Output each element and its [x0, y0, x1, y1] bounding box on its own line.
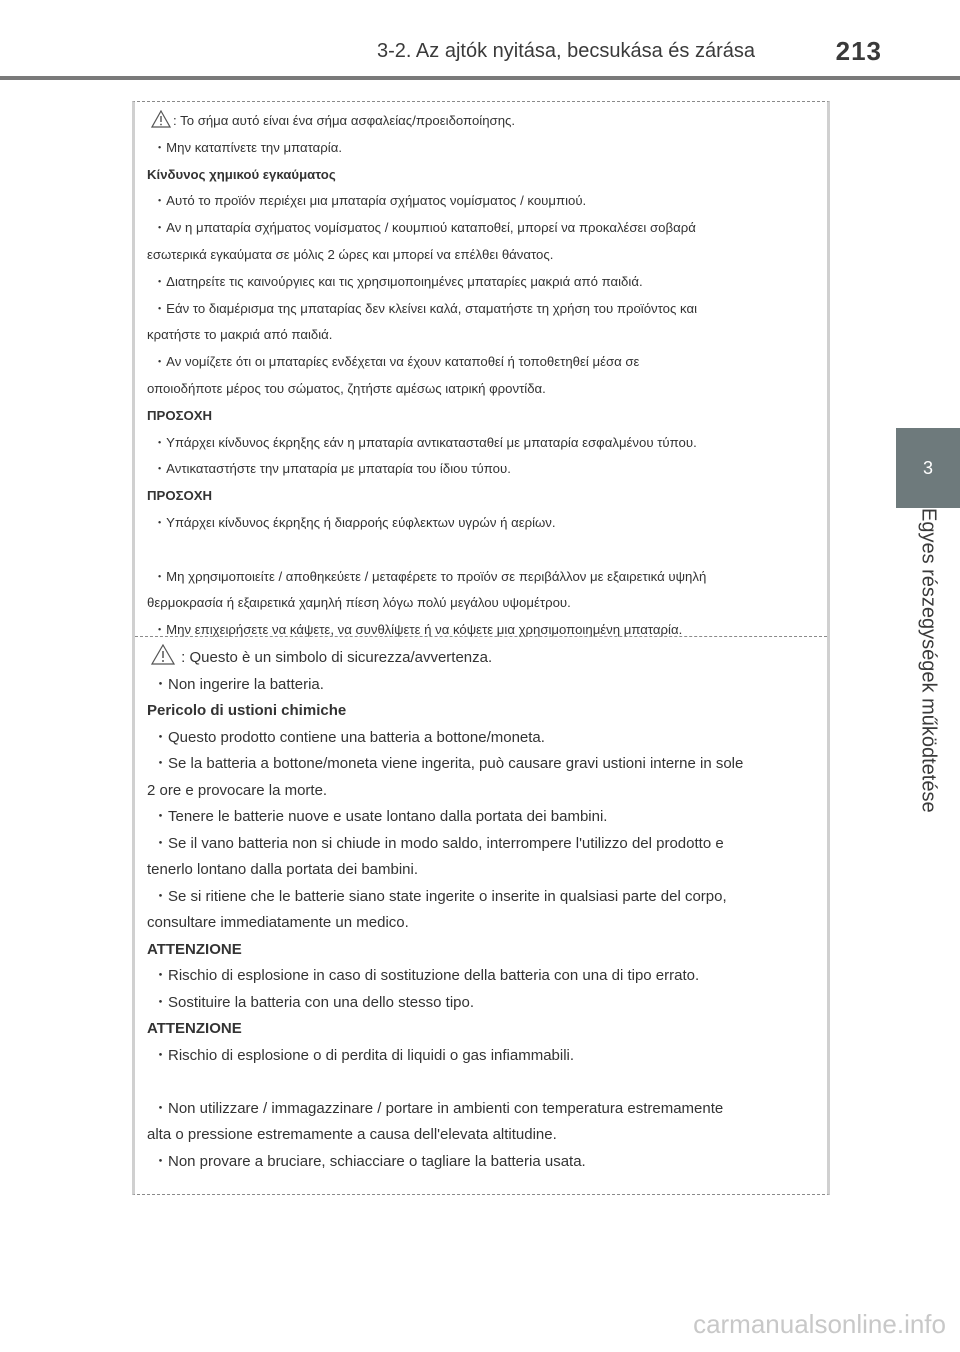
- greek-text-line: ・Υπάρχει κίνδυνος έκρηξης ή διαρροής εύφλεκτων υγρών ή αερίων.: [153, 514, 556, 530]
- warning-triangle-icon: [151, 644, 175, 665]
- greek-text-line: ・Αυτό το προϊόν περιέχει μια μπαταρία σχήματος νομίσματος / κουμπιού.: [153, 193, 587, 209]
- italian-text-line: ・Sostituire la batteria con una dello stesso tipo.: [153, 993, 475, 1011]
- italian-heading: Pericolo di ustioni chimiche: [147, 702, 347, 719]
- section-divider: [135, 636, 827, 637]
- greek-text-line: ・Μην καταπίνετε την μπαταρία.: [153, 139, 343, 155]
- greek-text-line: κρατήστε το μακριά από παιδιά.: [147, 327, 333, 343]
- greek-text-line: ・Εάν το διαμέρισμα της μπαταρίας δεν κλείνει καλά, σταματήστε τη χρήση του προϊόντος και: [153, 300, 698, 316]
- greek-text-line: ・Μην επιχειρήσετε να κάψετε, να συνθλίψετε ή να κόψετε μια χρησιμοποιημένη μπαταρία.: [153, 622, 683, 638]
- greek-text-line: οποιοδήποτε μέρος του σώματος, ζητήστε αμέσως ιατρική φροντίδα.: [147, 380, 546, 396]
- italian-symbol-text: : Questo è un simbolo di sicurezza/avvertenza.: [177, 649, 493, 666]
- italian-text-line: ・Rischio di esplosione in caso di sostituzione della batteria con una di tipo errato.: [153, 967, 700, 984]
- greek-text-line: ・Υπάρχει κίνδυνος έκρηξης εάν η μπαταρία αντικατασταθεί με μπαταρία εσφαλμένου τύπου.: [153, 434, 697, 450]
- greek-text-line: εσωτερικά εγκαύματα σε μόλις 2 ώρες και μπορεί να επέλθει θάνατος.: [147, 246, 554, 262]
- greek-warning-section: [147, 108, 821, 644]
- italian-text-line: ・Se la batteria a bottone/moneta viene ingerita, può causare gravi ustioni interne in sole: [153, 755, 744, 772]
- italian-text-line: ・Non utilizzare / immagazzinare / portare in ambienti con temperatura estremamente: [153, 1099, 724, 1117]
- italian-heading: ATTENZIONE: [147, 1020, 242, 1037]
- watermark: carmanualsonline.info: [693, 1309, 946, 1339]
- italian-text-line: ・Se si ritiene che le batterie siano state ingerite o inserite in qualsiasi parte del corpo,: [153, 887, 727, 905]
- italian-text-line: tenerlo lontano dalla portata dei bambini.: [147, 861, 419, 878]
- chapter-title: 3-2. Az ajtók nyitása, becsukása és zárása: [377, 40, 755, 62]
- greek-text-line: ・Αν η μπαταρία σχήματος νομίσματος / κουμπιού καταποθεί, μπορεί να προκαλέσει σοβαρά: [153, 220, 696, 236]
- greek-heading: ΠΡΟΣΟΧΗ: [147, 407, 213, 423]
- greek-text-line: ・Αντικαταστήστε την μπαταρία με μπαταρία του ίδιου τύπου.: [153, 461, 511, 477]
- italian-text-line: ・Tenere le batterie nuove e usate lontano dalla portata dei bambini.: [153, 808, 608, 825]
- italian-text-line: ・Non provare a bruciare, schiacciare o tagliare la batteria usata.: [153, 1152, 586, 1170]
- italian-text-line: ・Non ingerire la batteria.: [153, 675, 324, 693]
- italian-warning-section: [147, 644, 821, 1175]
- greek-text-line: ・Αν νομίζετε ότι οι μπαταρίες ενδέχεται να έχουν καταποθεί ή τοποθετηθεί μέσα σε: [153, 354, 640, 370]
- italian-text-line: ・Rischio di esplosione o di perdita di liquidi o gas infiammabili.: [153, 1046, 575, 1064]
- header-rule: [0, 76, 960, 80]
- italian-text-line: consultare immediatamente un medico.: [147, 914, 409, 931]
- greek-symbol-text: : Το σήμα αυτό είναι ένα σήμα ασφαλείας/προειδοποίησης.: [173, 113, 516, 128]
- italian-text-line: alta o pressione estremamente a causa dell'elevata altitudine.: [147, 1126, 557, 1143]
- page-number: 213: [835, 36, 882, 66]
- warning-triangle-icon: [151, 110, 171, 128]
- chapter-tab-label: [896, 508, 960, 848]
- greek-text-line: ・Διατηρείτε τις καινούργιες και τις χρησιμοποιημένες μπαταρίες μακριά από παιδιά.: [153, 273, 643, 289]
- greek-heading: ΠΡΟΣΟΧΗ: [147, 488, 213, 504]
- greek-text-line: ・Μη χρησιμοποιείτε / αποθηκεύετε / μεταφέρετε το προϊόν σε περιβάλλον με εξαιρετικά υψηλή: [153, 568, 707, 584]
- warning-box: [132, 101, 830, 1195]
- greek-symbol-line: [147, 108, 821, 135]
- spacer: [147, 1069, 821, 1096]
- italian-text-line: ・Questo prodotto contiene una batteria a bottone/moneta.: [153, 728, 545, 746]
- greek-heading: Κίνδυνος χημικού εγκαύματος: [147, 166, 336, 182]
- italian-text-line: 2 ore e provocare la morte.: [147, 781, 328, 799]
- italian-heading: ATTENZIONE: [147, 940, 242, 958]
- spacer: [147, 537, 821, 564]
- chapter-tab-label-text: Egyes részegységek működtetése: [917, 508, 940, 813]
- greek-text-line: θερμοκρασία ή εξαιρετικά χαμηλή πίεση λόγω πολύ μεγάλου υψομέτρου.: [147, 595, 571, 611]
- italian-symbol-line: [147, 644, 821, 672]
- italian-text-line: ・Se il vano batteria non si chiude in modo saldo, interrompere l'utilizzo del prodotto e: [153, 834, 724, 852]
- chapter-tab-number-text: 3: [922, 457, 933, 478]
- chapter-tab-number: [896, 428, 960, 508]
